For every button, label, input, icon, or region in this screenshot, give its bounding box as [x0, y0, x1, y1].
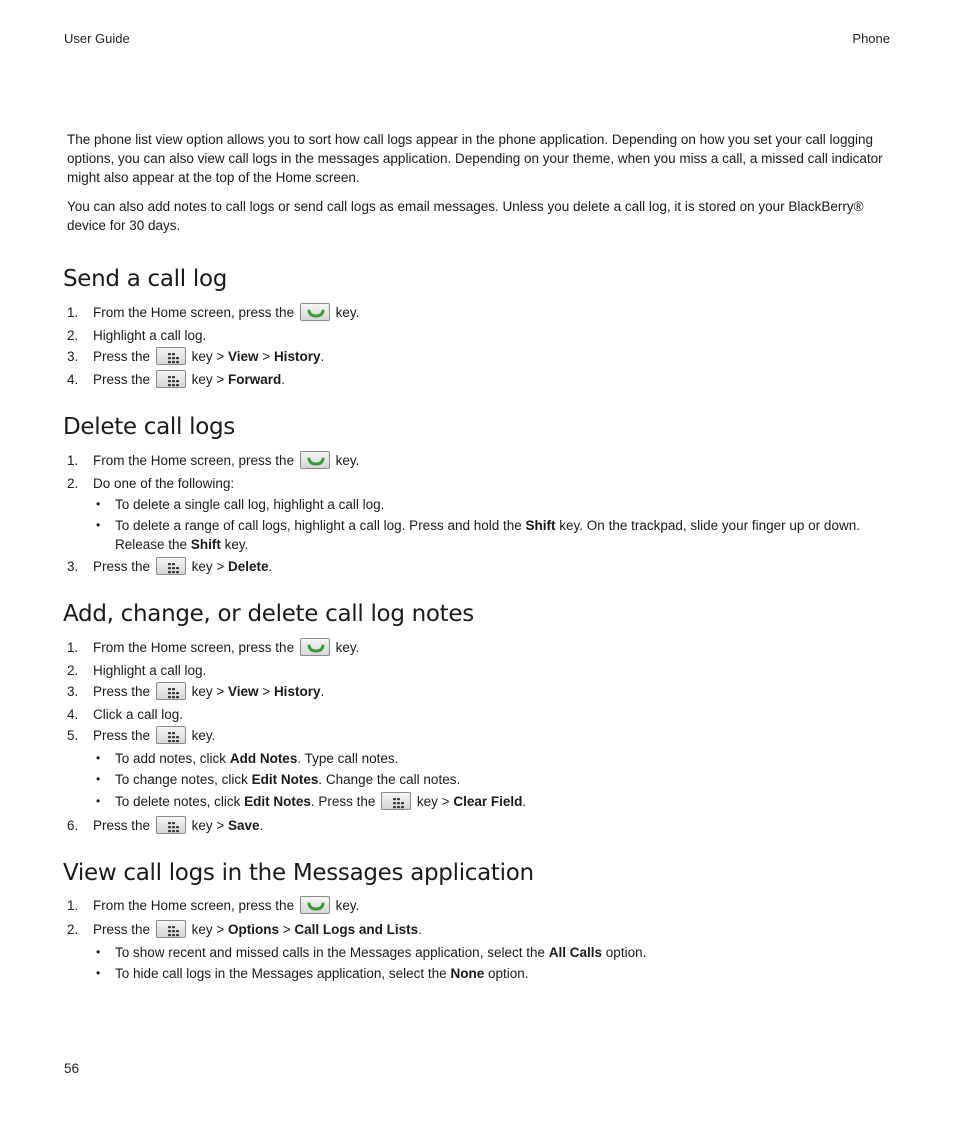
- heading-call-log-notes: Add, change, or delete call log notes: [63, 601, 474, 627]
- blackberry-menu-key-icon: [156, 682, 186, 700]
- phone-send-key-icon: [300, 303, 330, 321]
- blackberry-menu-key-icon: [156, 726, 186, 744]
- step-number: 1.: [67, 453, 79, 468]
- step-number: 2.: [67, 328, 79, 343]
- blackberry-menu-key-icon: [156, 370, 186, 388]
- step-number: 1.: [67, 640, 79, 655]
- intro-paragraph-2: You can also add notes to call logs or send call logs as email messages. Unless you delete a call log, it is stored on your BlackBerry® device for 30 days.: [67, 199, 864, 233]
- step-number: 3.: [67, 349, 79, 364]
- blackberry-menu-key-icon: [156, 557, 186, 575]
- intro-paragraph-1: The phone list view option allows you to sort how call logs appear in the phone application. Depending on how you set your call logging options, you can also view call logs in the messages application. Depending on your theme, when you miss a call, a missed call indicator might also appear at the top of the Home screen.: [67, 132, 883, 185]
- step-number: 1.: [67, 305, 79, 320]
- bullet-icon: •: [96, 966, 101, 980]
- step-number: 6.: [67, 818, 79, 833]
- step-number: 3.: [67, 559, 79, 574]
- page-number: 56: [64, 1061, 80, 1076]
- phone-send-key-icon: [300, 896, 330, 914]
- step-number: 1.: [67, 898, 79, 913]
- blackberry-menu-key-icon: [381, 792, 411, 810]
- step-number: 2.: [67, 476, 79, 491]
- bullet-icon: •: [96, 497, 101, 511]
- bullet-icon: •: [96, 945, 101, 959]
- step-number: 2.: [67, 663, 79, 678]
- step-number: 5.: [67, 728, 79, 743]
- header-doc-title: User Guide: [64, 31, 130, 46]
- bullet-icon: •: [96, 794, 101, 808]
- step-number: 3.: [67, 684, 79, 699]
- blackberry-menu-key-icon: [156, 816, 186, 834]
- bullet-icon: •: [96, 518, 101, 532]
- phone-send-key-icon: [300, 638, 330, 656]
- phone-send-key-icon: [300, 451, 330, 469]
- blackberry-menu-key-icon: [156, 347, 186, 365]
- header-section-title: Phone: [852, 31, 890, 46]
- step-number: 4.: [67, 372, 79, 387]
- heading-send-call-log: Send a call log: [63, 266, 228, 292]
- heading-delete-call-logs: Delete call logs: [63, 414, 235, 440]
- step-number: 4.: [67, 707, 79, 722]
- blackberry-menu-key-icon: [156, 920, 186, 938]
- bullet-icon: •: [96, 772, 101, 786]
- step-number: 2.: [67, 922, 79, 937]
- heading-messages-call-logs: View call logs in the Messages application: [63, 860, 534, 886]
- bullet-icon: •: [96, 751, 101, 765]
